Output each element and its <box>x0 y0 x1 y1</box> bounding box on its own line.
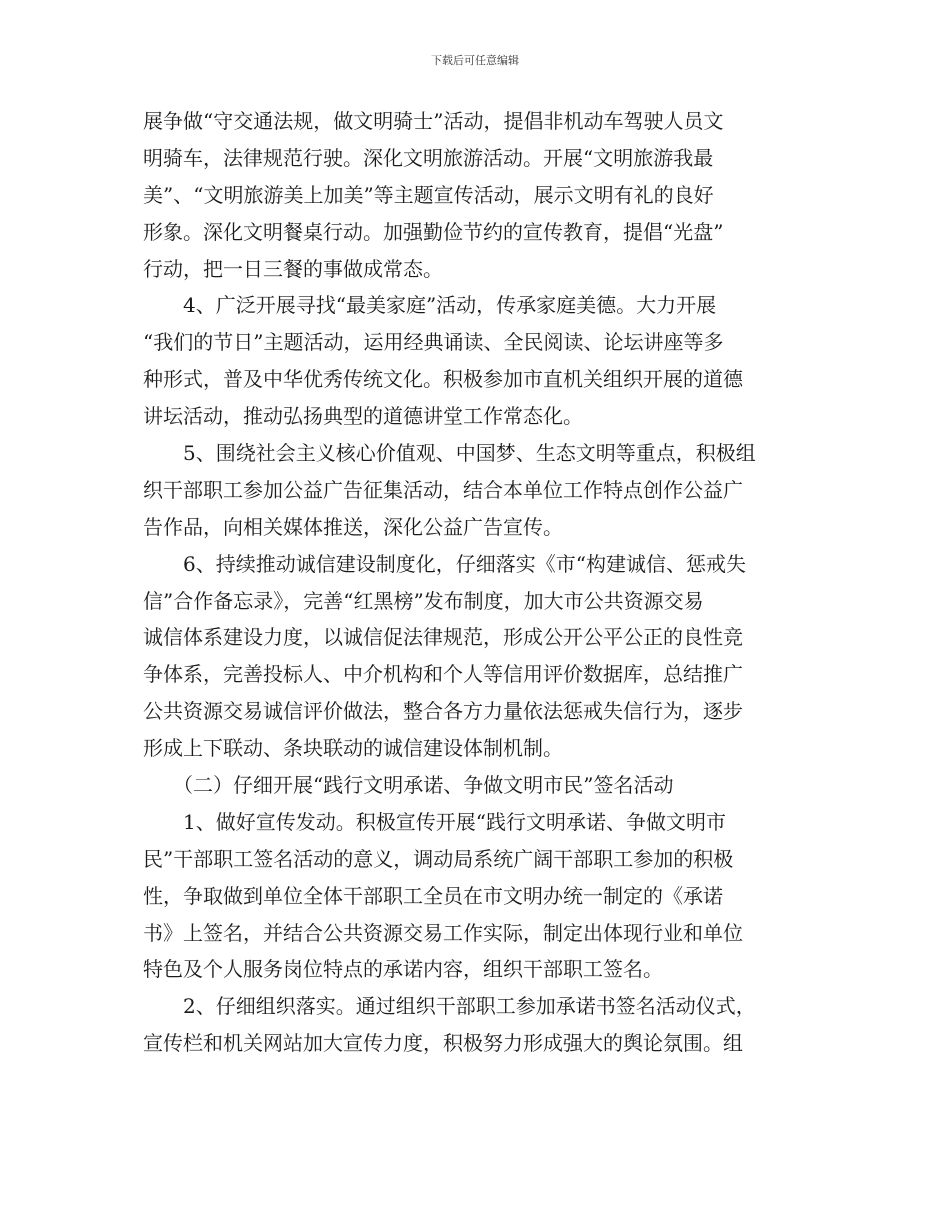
text-line: 特色及个人服务岗位特点的承诺内容，组织干部职工签名。 <box>143 957 663 982</box>
text-line: 争体系，完善投标人、中介机构和个人等信用评价数据库，总结推广 <box>143 662 743 687</box>
text-line: 书》上签名，并结合公共资源交易工作实际，制定出体现行业和单位 <box>143 920 743 945</box>
text-line: 明骑车，法律规范行驶。深化文明旅游活动。开展“文明旅游我最 <box>143 145 714 170</box>
text-line: 讲坛活动，推动弘扬典型的道德讲堂工作常态化。 <box>143 404 583 429</box>
text-line: 6、持续推动诚信建设制度化，仔细落实《市“构建诚信、惩戒失 <box>143 551 746 576</box>
text-line: 行动，把一日三餐的事做成常态。 <box>143 256 443 281</box>
text-line: 公共资源交易诚信评价做法，整合各方力量依法惩戒失信行为，逐步 <box>143 699 743 724</box>
page-header: 下载后可任意编辑 <box>431 54 519 67</box>
text-line: 形象。深化文明餐桌行动。加强勤俭节约的宣传教育，提倡“光盘” <box>143 219 724 244</box>
text-line: 宣传栏和机关网站加大宣传力度，积极努力形成强大的舆论氛围。组 <box>143 1031 743 1056</box>
text-line: 织干部职工参加公益广告征集活动，结合本单位工作特点创作公益广 <box>143 477 743 502</box>
text-line: 5、围绕社会主义核心价值观、中国梦、生态文明等重点，积极组 <box>143 441 756 466</box>
text-line: 种形式，普及中华优秀传统文化。积极参加市直机关组织开展的道德 <box>143 367 743 392</box>
text-line: 展争做“守交通法规，做文明骑士”活动，提倡非机动车驾驶人员文 <box>143 109 724 133</box>
text-line: 美”、“文明旅游美上加美”等主题宣传活动，展示文明有礼的良好 <box>143 182 714 207</box>
text-line: （二）仔细开展“践行文明承诺、争做文明市民”签名活动 <box>143 773 674 798</box>
text-line: “我们的节日”主题活动，运用经典诵读、全民阅读、论坛讲座等多 <box>143 330 724 355</box>
text-line: 民”干部职工签名活动的意义，调动局系统广阔干部职工参加的积极 <box>143 846 734 871</box>
text-line: 信”合作备忘录》，完善“红黑榜”发布制度，加大市公共资源交易 <box>143 588 704 613</box>
text-line: 告作品，向相关媒体推送，深化公益广告宣传。 <box>143 514 563 539</box>
text-line: 形成上下联动、条块联动的诚信建设体制机制。 <box>143 736 563 761</box>
text-line: 4、广泛开展寻找“最美家庭”活动，传承家庭美德。大力开展 <box>143 293 717 318</box>
text-line: 诚信体系建设力度，以诚信促法律规范，形成公开公平公正的良性竞 <box>143 625 743 650</box>
document-body <box>143 103 807 1062</box>
text-line: 1、做好宣传发动。积极宣传开展“践行文明承诺、争做文明市 <box>143 809 726 834</box>
text-line: 2、仔细组织落实。通过组织干部职工参加承诺书签名活动仪式， <box>143 994 756 1019</box>
text-line: 性，争取做到单位全体干部职工全员在市文明办统一制定的《承诺 <box>143 883 723 908</box>
